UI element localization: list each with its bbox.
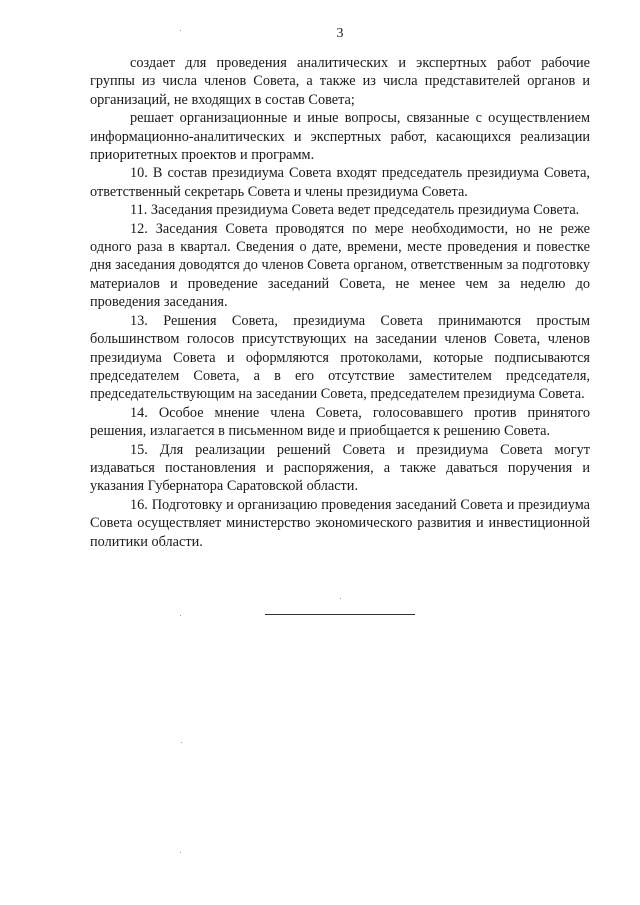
paragraph-14-dissenting-opinion: 14. Особое мнение члена Совета, голосовавшего против принятого решения, излагается в письменном виде и приобщается к решению Совета. (90, 404, 590, 440)
scan-speck (340, 598, 341, 599)
document-body (90, 54, 590, 551)
paragraph-12-council-meetings: 12. Заседания Совета проводятся по мере необходимости, но не реже одного раза в квартал. Сведения о дате, времени, месте проведения и повестке дня заседания доводятся до членов Совета органом, ответственным за подготовку материалов и проведение заседаний Совета, не менее чем за неделю до проведения заседания. (90, 220, 590, 311)
page-number: 3 (336, 26, 344, 41)
paragraph-10-presidium-composition: 10. В состав президиума Совета входят председатель президиума Совета, ответственный секретарь Совета и члены президиума Совета. (90, 165, 590, 200)
scan-speck (180, 615, 181, 616)
paragraph-16-organization: 16. Подготовку и организацию проведения заседаний Совета и президиума Совета осуществляет министерство экономического развития и инвестиционной политики области. (90, 496, 590, 550)
scan-speck (180, 852, 181, 853)
scan-speck (181, 742, 182, 743)
paragraph-15-resolutions: 15. Для реализации решений Совета и президиума Совета могут издаваться постановления и распоряжения, а также даваться поручения и указания Губернатора Саратовской области. (90, 441, 590, 495)
end-divider-line (265, 614, 415, 615)
paragraph-13-decisions: 13. Решения Совета, президиума Совета принимаются простым большинством голосов присутствующих на заседании членов Совета, членов президиума Совета и оформляются протоколами, которые подписываются председателем Совета, а в его отсутствие заместителем председателя, председательствующим на заседании Совета, председателем президиума Совета. (90, 312, 590, 403)
paragraph-11-presidium-meetings: 11. Заседания президиума Совета ведет председатель президиума Совета. (130, 202, 580, 219)
paragraph-working-groups: создает для проведения аналитических и экспертных работ рабочие группы из числа членов Совета, а также из числа представителей органов и организаций, не входящих в состав Совета; (90, 55, 590, 108)
scan-speck (180, 30, 181, 31)
paragraph-organizational-questions: решает организационные и иные вопросы, связанные с осуществлением информационно-аналитических и экспертных работ, касающихся реализации приоритетных проектов и программ. (90, 110, 590, 164)
